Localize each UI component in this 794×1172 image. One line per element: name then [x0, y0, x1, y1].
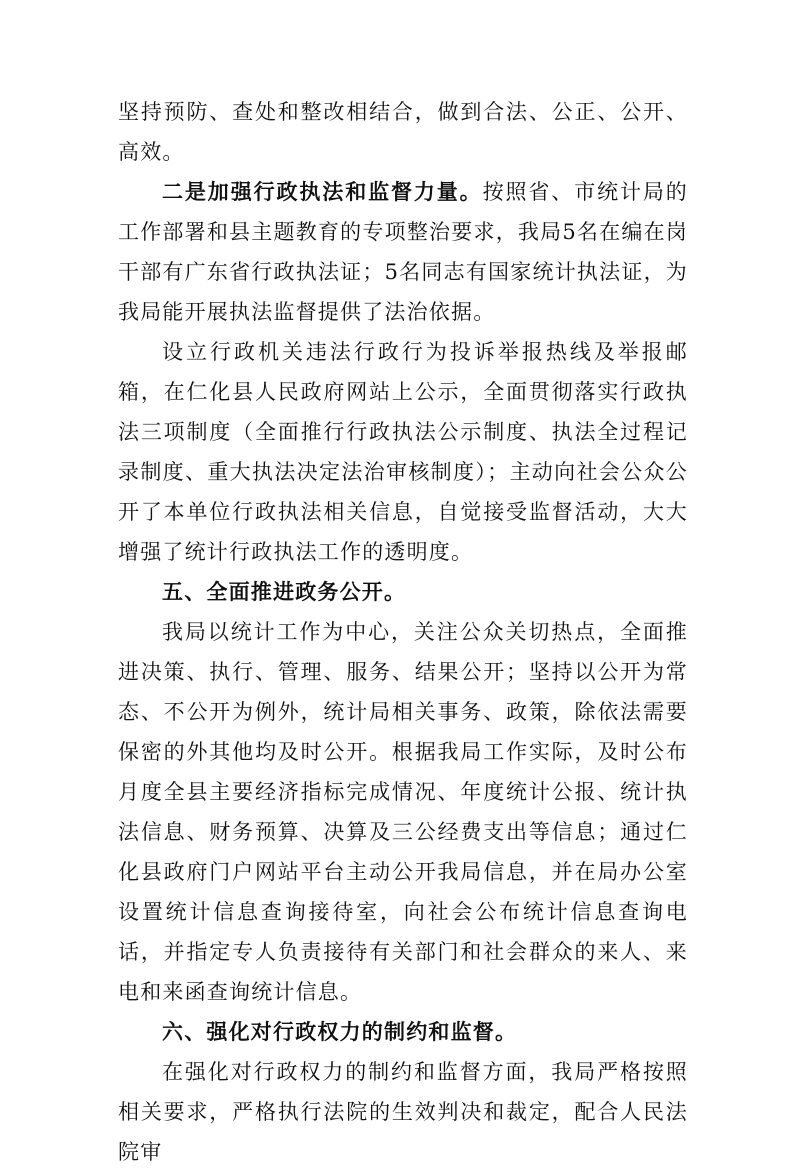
paragraph-lead-heading: 二是加强行政执法和监督力量。	[162, 179, 483, 204]
document-body	[118, 92, 688, 1172]
paragraph-supervision: 在强化对行政权力的制约和监督方面，我局严格按照相关要求，严格执行法院的生效判决和裁定，配合人民法院审	[118, 1060, 688, 1164]
paragraph-complaint-hotline: 设立行政机关违法行政行为投诉举报热线及举报邮箱，在仁化县人民政府网站上公示，全面贯彻落实行政执法三项制度（全面推行行政执法公示制度、执法全过程记录制度、重大执法决定法治审核制度）；主动向社会公众公开了本单位行政执法相关信息，自觉接受监督活动，大大增强了统计行政执法工作的透明度。	[118, 340, 688, 564]
section-heading-6: 六、强化对行政权力的制约和监督。	[162, 1019, 518, 1044]
paragraph-government-affairs: 我局以统计工作为中心，关注公众关切热点，全面推进决策、执行、管理、服务、结果公开；坚持以公开为常态、不公开为例外，统计局相关事务、政策，除依法需要保密的外其他均及时公开。根据我局工作实际，及时公布月度全县主要经济指标完成情况、年度统计公报、统计执法信息、财务预算、决算及三公经费支出等信息；通过仁化县政府门户网站平台主动公开我局信息，并在局办公室设置统计信息查询接待室，向社会公布统计信息查询电话，并指定专人负责接待有关部门和社会群众的来人、来电和来函查询统计信息。	[118, 620, 688, 1004]
paragraph-body: 按照省、市统计局的工作部署和县主题教育的专项整治要求，我局5名在编在岗干部有广东省行政执法证；5名同志有国家统计执法证，为我局能开展执法监督提供了法治依据。	[118, 180, 688, 324]
paragraph-enforcement-strength	[118, 172, 688, 332]
paragraph-continuation: 坚持预防、查处和整改相结合，做到合法、公正、公开、高效。	[118, 100, 688, 164]
section-heading-5: 五、全面推进政务公开。	[162, 579, 407, 604]
